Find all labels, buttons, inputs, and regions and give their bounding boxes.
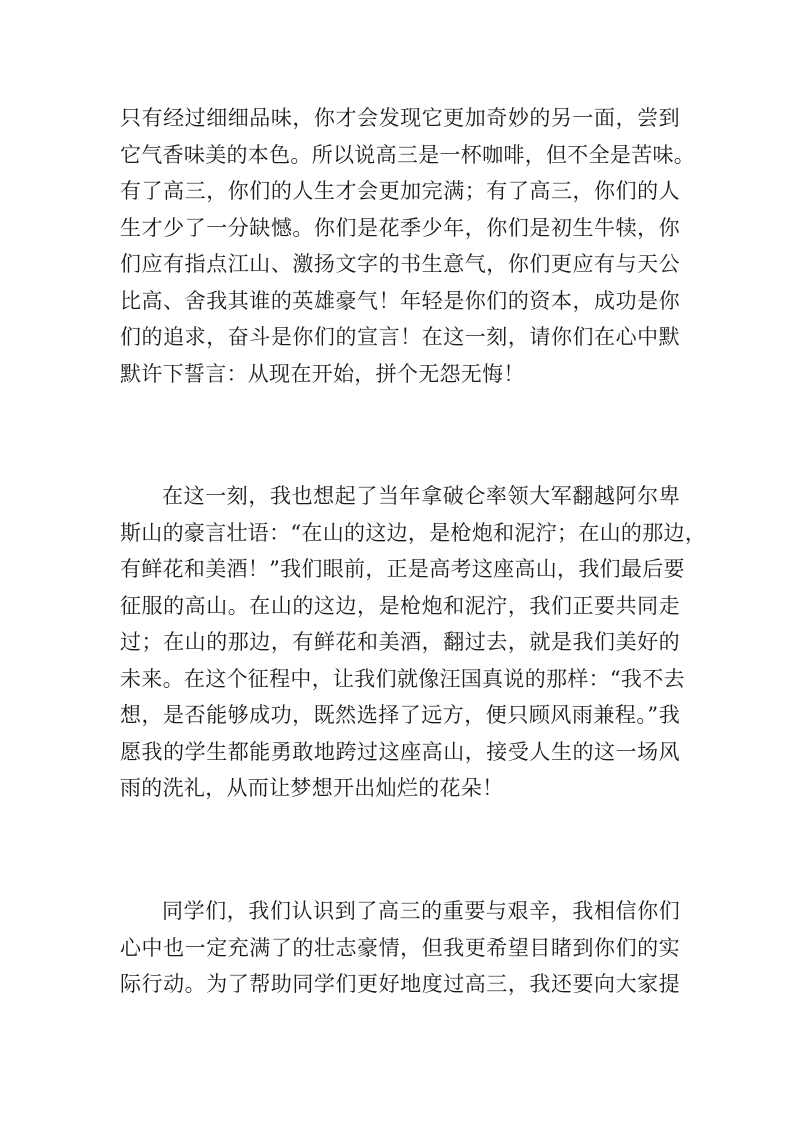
- paragraph-line: 有了高三，你们的人生才会更加完满；有了高三，你们的人: [120, 179, 680, 203]
- paragraph-line: 它气香味美的本色。所以说高三是一杯咖啡，但不全是苦味。: [120, 142, 696, 167]
- paragraph-line: 只有经过细细品味，你才会发现它更加奇妙的另一面，尝到: [120, 106, 680, 130]
- paragraph-line: 在这一刻，我也想起了当年拿破仑率领大军翻越阿尔卑: [162, 484, 680, 508]
- paragraph-2: [120, 478, 707, 807]
- paragraph-3: [120, 893, 680, 1003]
- paragraph-line: 未来。在这个征程中，让我们就像汪国真说的那样：“我不去: [120, 666, 685, 691]
- paragraph-line: 斯山的豪言壮语：“在山的这边，是枪炮和泥泞；在山的那边，: [120, 520, 707, 545]
- paragraph-line: 们的追求，奋斗是你们的宣言！在这一刻，请你们在心中默: [120, 325, 680, 349]
- paragraph-line: 际行动。为了帮助同学们更好地度过高三，我还要向大家提: [120, 972, 680, 996]
- paragraph-line: 想，是否能够成功，既然选择了远方，便只顾风雨兼程。”我: [120, 703, 680, 727]
- paragraph-line: 愿我的学生都能勇敢地跨过这座高山，接受人生的这一场风: [120, 739, 680, 764]
- paragraph-line: 默许下誓言：从现在开始，拼个无怨无悔！: [120, 361, 525, 386]
- paragraph-line: 有鲜花和美酒！”我们眼前，正是高考这座高山，我们最后要: [120, 557, 685, 581]
- paragraph-line: 心中也一定充满了的壮志豪情，但我更希望目睹到你们的实: [120, 935, 680, 960]
- paragraph-line: 们应有指点江山、激扬文字的书生意气，你们更应有与天公: [120, 252, 680, 276]
- paragraph-line: 征服的高山。在山的这边，是枪炮和泥泞，我们正要共同走: [120, 593, 680, 618]
- paragraph-line: 比高、舍我其谁的英雄豪气！年轻是你们的资本，成功是你: [120, 288, 680, 313]
- paragraph-line: 同学们，我们认识到了高三的重要与艰辛，我相信你们: [162, 899, 680, 923]
- paragraph-1: [120, 100, 696, 392]
- paragraph-line: 过；在山的那边，有鲜花和美酒，翻过去，就是我们美好的: [120, 630, 680, 654]
- paragraph-line: 雨的洗礼，从而让梦想开出灿烂的花朵！: [120, 776, 504, 800]
- paragraph-line: 生才少了一分缺憾。你们是花季少年，你们是初生牛犊，你: [120, 215, 680, 240]
